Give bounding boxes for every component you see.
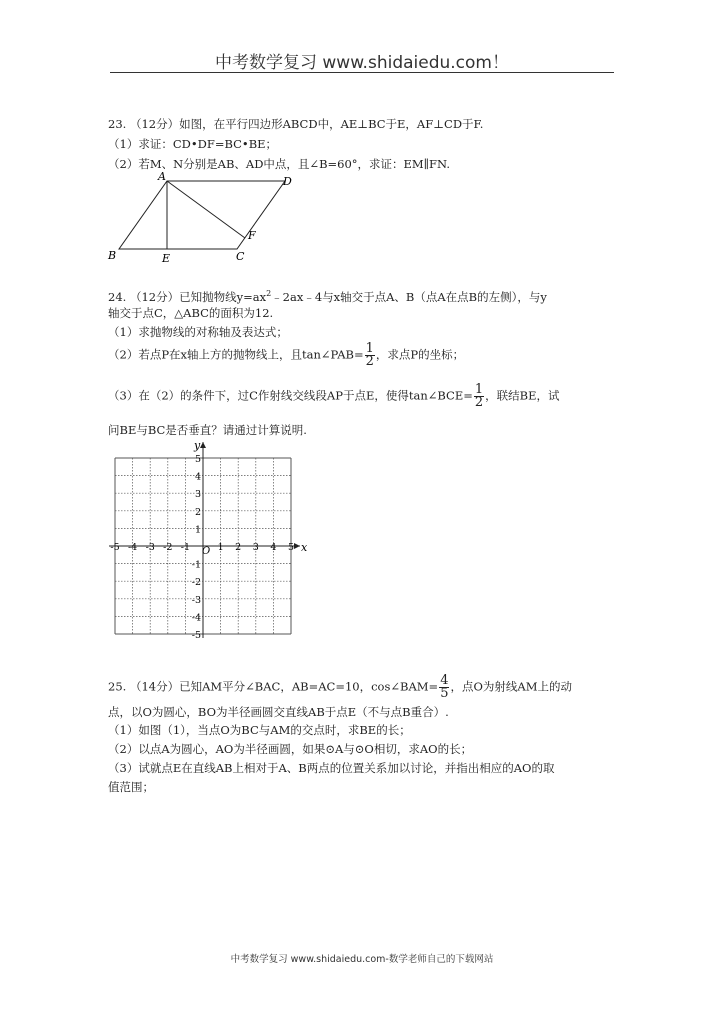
y-tick-label: 2 xyxy=(194,506,201,518)
q23-part1: （1）求证：CD•DF=BC•BE； xyxy=(108,137,278,151)
q24-stem-line2: 轴交于点C，△ABC的面积为12. xyxy=(108,306,274,320)
fraction-numerator: 1 xyxy=(365,341,374,356)
q25-stem-a: 25. （14分）已知AM平分∠BAC，AB=AC=10，cos∠BAM= xyxy=(108,679,439,694)
y-tick-label: -1 xyxy=(191,559,201,571)
q24-stem-b: ﹣2ax﹣4与x轴交于点A、B（点A在点B的左侧），与y xyxy=(271,289,547,304)
y-axis-arrow-icon xyxy=(200,442,206,448)
y-tick-label: -2 xyxy=(191,577,201,589)
fraction-denominator: 2 xyxy=(474,395,484,410)
origin-label: O xyxy=(202,546,211,557)
y-tick-label: -4 xyxy=(191,612,201,624)
q24-stem-sup: 2 xyxy=(266,289,272,298)
x-tick-label: 1 xyxy=(217,542,224,553)
q25-part3: （3）试就点E在直线AB上相对于A、B两点的位置关系加以讨论，并指出相应的AO的取 xyxy=(108,761,555,775)
q25-part2: （2）以点A为圆心，AO为半径画圆，如果⊙A与⊙O相切，求AO的长； xyxy=(108,742,473,756)
x-axis-label: x xyxy=(301,541,308,554)
x-tick-label: 3 xyxy=(252,542,259,553)
x-tick-label: 4 xyxy=(270,542,277,553)
q24-part1: （1）求抛物线的对称轴及表达式； xyxy=(108,325,288,339)
y-tick-label: 1 xyxy=(194,524,201,536)
q24-part3 xyxy=(108,384,560,409)
q25-stem xyxy=(108,675,572,700)
q24-part2-b: ，求点P的坐标； xyxy=(375,347,465,362)
label-a: A xyxy=(158,170,166,183)
axes xyxy=(109,442,300,638)
label-b: B xyxy=(108,249,117,262)
parallelogram-abcd xyxy=(119,181,285,249)
x-tick-label: -5 xyxy=(110,542,120,553)
segment-af xyxy=(167,181,245,238)
x-tick-label: -4 xyxy=(127,542,138,553)
x-tick-label: -3 xyxy=(145,542,155,553)
fraction-denominator: 5 xyxy=(440,686,449,701)
q24-stem xyxy=(108,287,547,304)
q24-part3-fraction xyxy=(474,384,484,409)
y-tick-label: 3 xyxy=(194,489,201,501)
q25-stem-fraction xyxy=(439,675,449,700)
x-axis-arrow-icon xyxy=(294,543,300,549)
label-f: F xyxy=(248,229,256,242)
q24-part2 xyxy=(108,343,464,368)
q24-part2-fraction xyxy=(365,343,375,368)
q24-part2-a: （2）若点P在x轴上方的抛物线上，且tan∠PAB= xyxy=(108,347,364,362)
q23-part2: （2）若M、N分别是AB、AD中点，且∠B=60°，求证：EM∥FN. xyxy=(108,157,450,171)
x-tick-label: 2 xyxy=(235,542,242,553)
fraction-numerator: 1 xyxy=(474,382,484,397)
q24-stem-a: 24. （12分）已知抛物线y=ax xyxy=(108,289,267,304)
x-tick-label: 5 xyxy=(287,542,295,553)
q24-part3-b: ，联结BE，试 xyxy=(485,388,560,403)
y-tick-label: -5 xyxy=(191,630,201,641)
q24-part3-a: （3）在（2）的条件下，过C作射线交线段AP于点E，使得tan∠BCE= xyxy=(108,388,473,403)
q25-part1: （1）如图（1），当点O为BC与AM的交点时，求BE的长； xyxy=(108,723,411,737)
tick-labels xyxy=(110,439,308,641)
page-footer: 中考数学复习 www.shidaiedu.com-数学老师自己的下载网站 xyxy=(230,954,494,965)
fraction-numerator: 4 xyxy=(440,673,449,688)
label-e: E xyxy=(162,252,171,265)
y-tick-label: 5 xyxy=(194,454,201,465)
coordinate-grid xyxy=(100,436,315,641)
q24-part3-line2: 问BE与BC是否垂直？请通过计算说明. xyxy=(108,423,307,437)
x-tick-label: -1 xyxy=(180,542,191,553)
label-c: C xyxy=(236,250,245,263)
q25-stem-b: ，点O为射线AM上的动 xyxy=(450,679,572,694)
q25-part3-line2: 值范围； xyxy=(108,780,154,794)
parallelogram-figure xyxy=(100,168,310,268)
q23-stem: 23. （12分）如图，在平行四边形ABCD中，AE⊥BC于E，AF⊥CD于F. xyxy=(108,117,484,131)
y-tick-label: -3 xyxy=(191,594,201,606)
fraction-denominator: 2 xyxy=(365,354,374,369)
x-tick-label: -2 xyxy=(163,542,173,553)
y-axis-label: y xyxy=(194,439,201,452)
y-tick-label: 4 xyxy=(194,471,201,483)
label-d: D xyxy=(283,175,292,188)
page-header-title: 中考数学复习 www.shidaiedu.com！ xyxy=(215,53,509,73)
q25-stem-line2: 点，以O为圆心，BO为半径画圆交直线AB于点E（不与点B重合）. xyxy=(108,705,449,719)
header-divider xyxy=(110,72,614,73)
